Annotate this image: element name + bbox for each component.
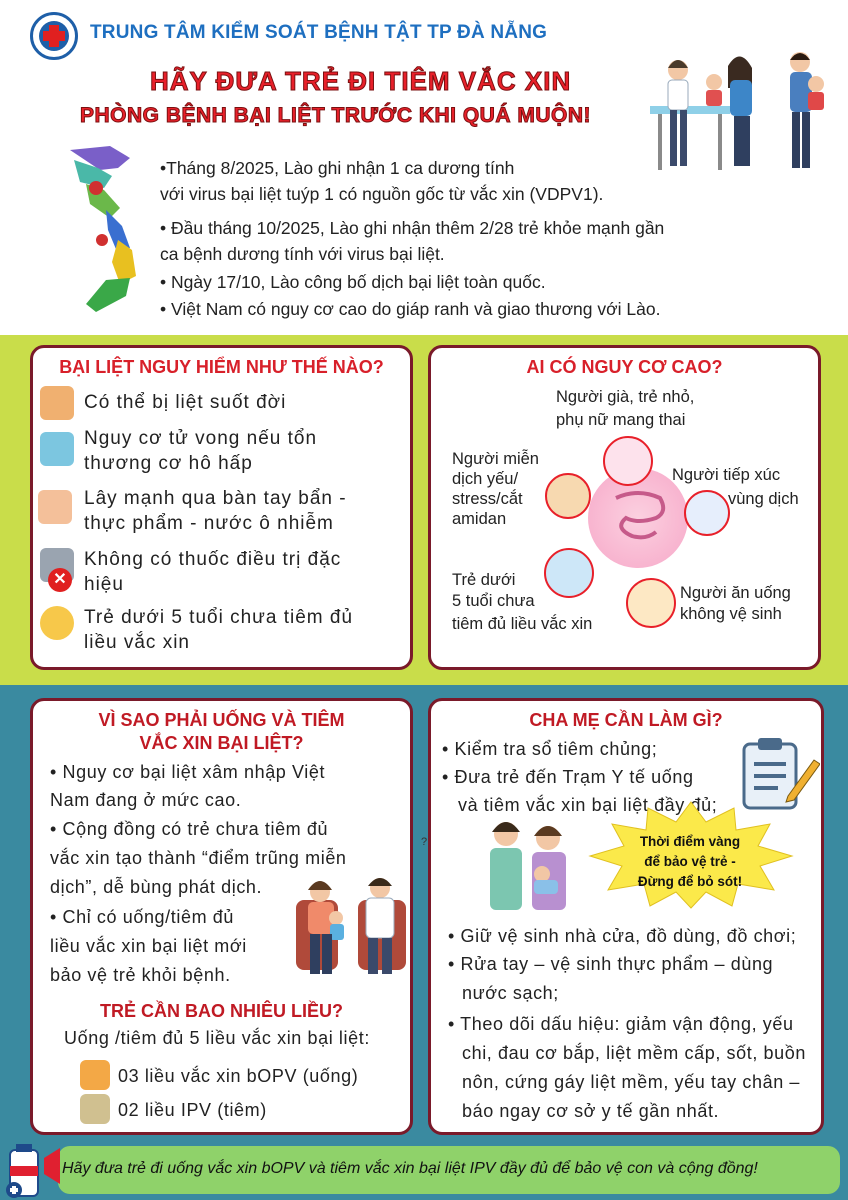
danger-item: thực phẩm - nước ô nhiễm — [84, 513, 334, 534]
child-icon — [40, 606, 74, 640]
parents-line: và tiêm vắc xin bại liệt đầy đủ; — [458, 795, 718, 815]
risk-bottom-left-label: 5 tuổi chưa — [452, 592, 535, 610]
parents-line: báo ngay cơ sở y tế gần nhất. — [462, 1101, 720, 1121]
risk-title: AI CÓ NGUY CƠ CAO? — [526, 357, 723, 377]
food-icon — [626, 578, 676, 628]
intro-line: với virus bại liệt tuýp 1 có nguồn gốc từ vắc xin (VDPV1). — [160, 184, 604, 204]
vaccination-illustration — [640, 48, 840, 173]
vietnam-map-icon — [56, 140, 156, 330]
golden-time-text: Thời điểm vàng — [639, 834, 741, 849]
danger-item: thương cơ hô hấp — [84, 453, 253, 474]
intro-line: • Ngày 17/10, Lào công bố dịch bại liệt toàn quốc. — [160, 272, 546, 292]
intro-line: • Việt Nam có nguy cơ cao do giáp ranh và giao thương với Lào. — [160, 299, 661, 319]
parents-title: CHA MẸ CẦN LÀM GÌ? — [529, 710, 723, 730]
risk-top-label: phụ nữ mang thai — [556, 411, 686, 429]
intestine-icon — [606, 490, 670, 548]
injection-icon — [80, 1094, 110, 1124]
risk-bottom-right-label: không vệ sinh — [680, 605, 782, 623]
danger-item: liều vắc xin — [84, 632, 190, 653]
parents-line: • Đưa trẻ đến Trạm Y tế uống — [442, 767, 694, 787]
organization-name: TRUNG TÂM KIỂM SOÁT BỆNH TẬT TP ĐÀ NẴNG — [90, 22, 548, 43]
intro-line: •Tháng 8/2025, Lào ghi nhận 1 ca dương tính — [160, 158, 515, 178]
why-title: VÌ SAO PHẢI UỐNG VÀ TIÊM — [98, 710, 345, 730]
golden-time-text: để bảo vệ trẻ - — [644, 854, 736, 869]
parents-line: chi, đau cơ bắp, liệt mềm cấp, sốt, buồn — [462, 1043, 806, 1063]
intro-line: ca bệnh dương tính với virus bại liệt. — [160, 244, 445, 264]
why-line: • Chỉ có uống/tiêm đủ — [50, 907, 234, 927]
danger-title: BẠI LIỆT NGUY HIỂM NHƯ THẾ NÀO? — [59, 357, 384, 377]
baby-icon — [544, 548, 594, 598]
why-line: vắc xin tạo thành “điểm trũng miễn — [50, 848, 347, 868]
why-line: bảo vệ trẻ khỏi bệnh. — [50, 965, 231, 985]
parents-line: • Giữ vệ sinh nhà cửa, đồ dùng, đồ chơi; — [448, 926, 797, 946]
risk-left-label: amidan — [452, 510, 507, 528]
nurse-mother-illustration — [476, 818, 586, 914]
intro-line: • Đầu tháng 10/2025, Lào ghi nhận thêm 2/28 trẻ khỏe mạnh gần — [160, 218, 665, 238]
why-title: VẮC XIN BẠI LIỆT? — [139, 733, 304, 753]
parents-line: • Kiểm tra sổ tiêm chủng; — [442, 739, 658, 759]
risk-top-label: Người già, trẻ nhỏ, — [556, 388, 695, 406]
why-line: dịch”, dễ bùng phát dịch. — [50, 877, 263, 897]
respirator-patient-icon — [40, 432, 74, 466]
parents-line: • Theo dõi dấu hiệu: giảm vận động, yếu — [448, 1014, 794, 1034]
dirty-hands-icon — [38, 490, 72, 524]
risk-bottom-left-label: tiêm đủ liều vắc xin — [452, 615, 593, 633]
risk-bottom-left-label: Trẻ dưới — [452, 571, 516, 589]
danger-item: Lây mạnh qua bàn tay bẩn - — [84, 488, 347, 509]
dose-injection: 02 liều IPV (tiêm) — [118, 1100, 267, 1120]
danger-item: Không có thuốc điều trị đặc — [84, 549, 342, 570]
why-line: • Nguy cơ bại liệt xâm nhập Việt — [50, 762, 326, 782]
parents-line: nước sạch; — [462, 983, 559, 1003]
why-line: liều vắc xin bại liệt mới — [50, 936, 247, 956]
x-mark-icon: ✕ — [48, 568, 72, 592]
pregnant-woman-icon — [603, 436, 653, 486]
doses-title: TRẺ CẦN BAO NHIÊU LIỀU? — [100, 1001, 343, 1021]
stray-mark: ? — [421, 836, 428, 848]
parents-line: • Rửa tay – vệ sinh thực phẩm – dùng — [448, 954, 774, 974]
risk-right-label: vùng dịch — [728, 490, 799, 508]
footer-message: Hãy đưa trẻ đi uống vắc xin bOPV và tiêm vắc xin bại liệt IPV đầy đủ để bảo vệ con và cộng đồng! — [62, 1160, 758, 1177]
oral-vaccine-icon — [80, 1060, 110, 1090]
dose-oral: 03 liều vắc xin bOPV (uống) — [118, 1066, 359, 1086]
why-line: • Cộng đồng có trẻ chưa tiêm đủ — [50, 819, 329, 839]
stressed-person-icon — [545, 473, 591, 519]
risk-left-label: Người miễn — [452, 450, 539, 468]
danger-item: Trẻ dưới 5 tuổi chưa tiêm đủ — [84, 607, 354, 628]
meeting-people-icon — [684, 490, 730, 536]
danger-item: Nguy cơ tử vong nếu tổn — [84, 428, 318, 449]
danger-item: Có thể bị liệt suốt đời — [84, 392, 287, 413]
doctor-mother-baby-illustration — [296, 870, 408, 982]
main-title-line2: PHÒNG BỆNH BẠI LIỆT TRƯỚC KHI QUÁ MUỘN! — [80, 104, 591, 127]
risk-right-label: Người tiếp xúc — [672, 466, 781, 484]
parents-line: nôn, cứng gáy liệt mềm, yếu tay chân – — [462, 1072, 801, 1092]
main-title-line1: HÃY ĐƯA TRẺ ĐI TIÊM VẮC XIN — [150, 66, 572, 96]
vaccine-megaphone-icon — [4, 1140, 64, 1198]
cdc-logo — [30, 12, 78, 60]
danger-item: hiệu — [84, 574, 124, 595]
wheelchair-icon — [40, 386, 74, 420]
risk-left-label: stress/cắt — [452, 490, 523, 508]
doses-intro: Uống /tiêm đủ 5 liều vắc xin bại liệt: — [64, 1028, 370, 1048]
risk-left-label: dịch yếu/ — [452, 470, 519, 488]
why-line: Nam đang ở mức cao. — [50, 790, 242, 810]
risk-bottom-right-label: Người ăn uống — [680, 584, 791, 602]
golden-time-text: Đừng để bỏ sót! — [637, 874, 743, 889]
